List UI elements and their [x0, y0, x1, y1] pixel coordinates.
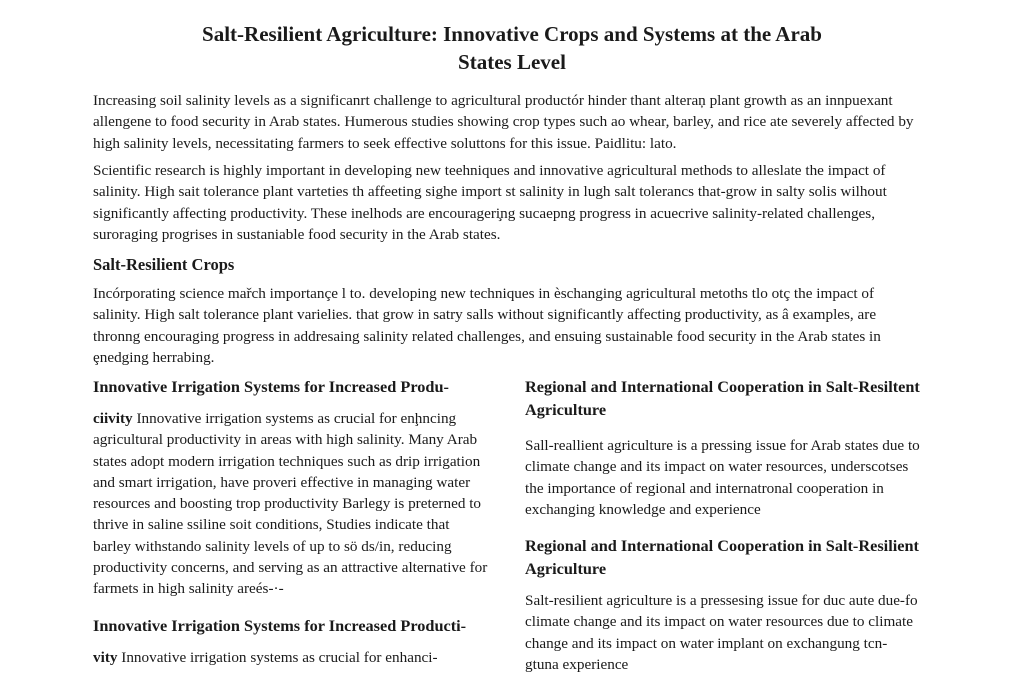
- right-paragraph-cooperation-1: Sall-reallient agriculture is a pressing issue for Arab states due to climate change and its impact on water resources, underscotses the importance of regional and internatronal cooperation in exchanging knowledge and experience: [525, 437, 920, 518]
- title-line-1: Salt-Resilient Agriculture: Innovative Crops and Systems at the Arab: [202, 22, 822, 46]
- right-heading-cooperation-1: Regional and International Cooperation in Salt-Resiltent Agriculture: [525, 377, 920, 419]
- left-paragraph-2-lead: vity: [93, 648, 118, 666]
- crops-paragraph: Incórporating science mařch importançe l to. developing new techniques in èschanging agricultural metoths tlo otç the impact of salinity. High salt tolerance plant varielies. that grow in satry salls without significantly affecting productivity, as â examples, are thronng encouraging progress in addresaing salinity related challenges, and ensuing sustainable food security in the Arab states in ȩnedging herrabing.: [93, 285, 881, 366]
- left-column: [93, 375, 488, 668]
- research-paragraph: Scientific research is highly important in developing new teehniques and innovative agricultural methods to alleslate the impact of salinity. High sait tolerance plant varteties th affeeting sighe import st salinity in lugh salt tolerancs that-grow in salty solis wilhout significantly affecting productivity. These inelhods are encourageri̧ng sucaepng progress in acuecrive salinity-related challenges, suroraging progrises in sustaniable food security in the Arab states.: [93, 162, 887, 243]
- left-paragraph-2-body: Innovative irrigation systems as crucial for enhanci-: [117, 648, 438, 666]
- left-paragraph-irrigation-1: [93, 408, 488, 600]
- right-paragraph-cooperation-2: Salt-resilient agriculture is a pressesing issue for duc aute due-fo climate change and its impact on water resources due to climate change and its impact on water implant on exchangung tcn-gtuna experience: [525, 592, 918, 674]
- left-heading-irrigation-1: Innovative Irrigation Systems for Increased Produ-: [93, 377, 449, 396]
- right-heading-cooperation-2: Regional and International Cooperation in Salt-Resilient Agriculture: [525, 536, 919, 579]
- right-column: [525, 375, 920, 675]
- left-paragraph-1-lead: ciivity: [93, 410, 133, 427]
- title-line-2: States Level: [458, 50, 566, 74]
- document-title: [150, 20, 874, 76]
- left-heading-irrigation-2: Innovative Irrigation Systems for Increased Producti-: [93, 615, 467, 635]
- left-paragraph-1-body: Innovative irrigation systems as crucial for enḩncing agricultural productivity in areas with high salinity. Many Arab states adopt modern irrigation techniques such as drip irrigation and smart irrigation, have proveri effective in managing water resources and boosting trop productivity Barlegy is preterned to thrive in saline ssiline soit conditions, Studies indicate that barley withstando salinity levels of up to sö ds/in, reducing productivity concerns, and serving as an attractive alternative for farmets in high salinity areés-·-: [93, 410, 488, 598]
- intro-paragraph: Increasing soil salinity levels as a significanrt challenge to agricultural productór hinder thant alteraņ plant growth as an innpuexant allengene to food security in Arab states. Humerous studies showing crop types such ao whear, barley, and rice ate severely affected by high salinity levels, necessitating farmers to seek effective soluttons for this issue. Paidlitu: lato.: [93, 92, 914, 152]
- section-heading-salt-resilient-crops: Salt-Resilient Crops: [93, 255, 235, 274]
- left-paragraph-irrigation-2: [93, 647, 488, 668]
